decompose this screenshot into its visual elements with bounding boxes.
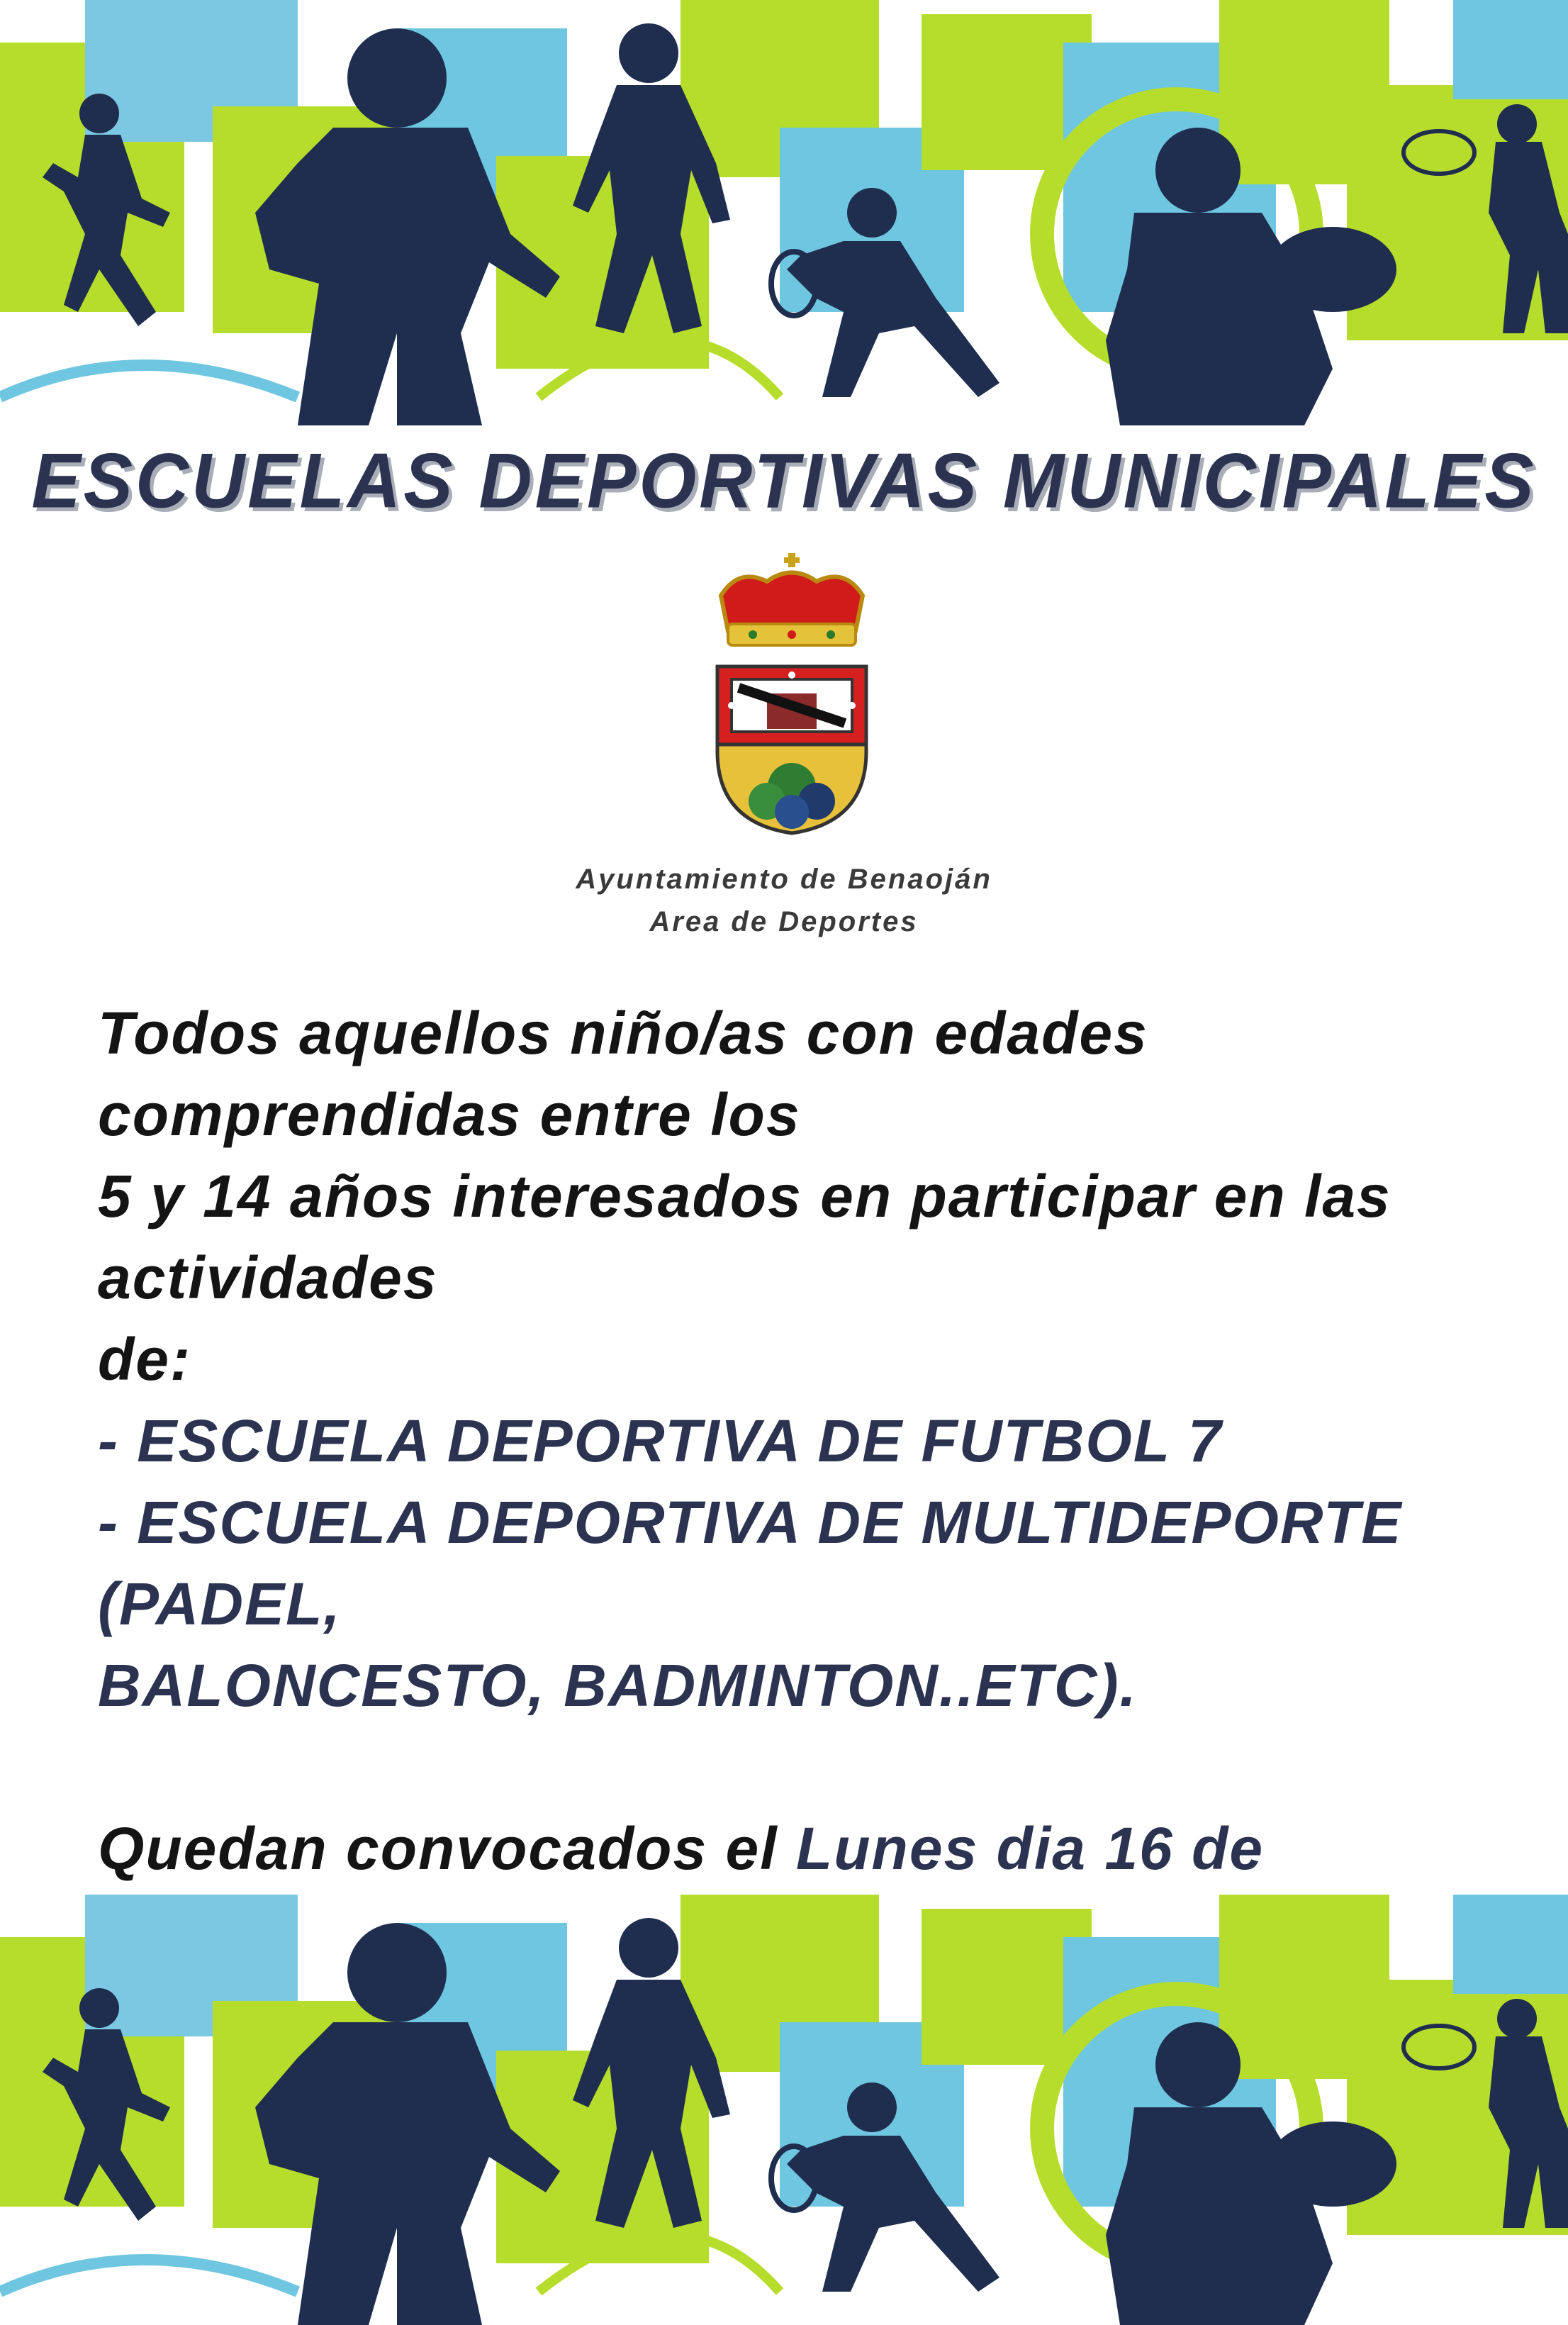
activity-multideporte-line-1: - ESCUELA DEPORTIVA DE MULTIDEPORTE (PADEL, [98,1489,1403,1637]
sports-banner-bottom [0,1895,1568,2325]
page-title: ESCUELAS DEPORTIVAS MUNICIPALES [31,438,1537,525]
intro-line-3: de: [98,1326,191,1393]
athletes-illustration [0,0,1568,425]
intro-line-2: 5 y 14 años interesados en participar en las actividades [98,1163,1391,1311]
activity-multideporte-line-2: BALONCESTO, BADMINTON..ETC). [98,1652,1138,1719]
paragraph-spacer [98,1727,1487,1808]
convocation-lead: Quedan convocados el [98,1815,796,1882]
intro-line-1: Todos aquellos niño/as con edades comprendidas entre los [98,1000,1148,1148]
activity-futbol: - ESCUELA DEPORTIVA DE FUTBOL 7 [98,1407,1223,1474]
organization-department: Area de Deportes [649,906,919,937]
athletes-illustration-bottom [0,1895,1568,2325]
coat-of-arms [710,553,873,837]
coat-of-arms-icon [710,553,873,837]
sports-banner-top [0,0,1568,425]
convocation-date: Lunes dia 16 de [795,1815,1265,1882]
organization-name: Ayuntamiento de Benaoján [576,864,992,895]
